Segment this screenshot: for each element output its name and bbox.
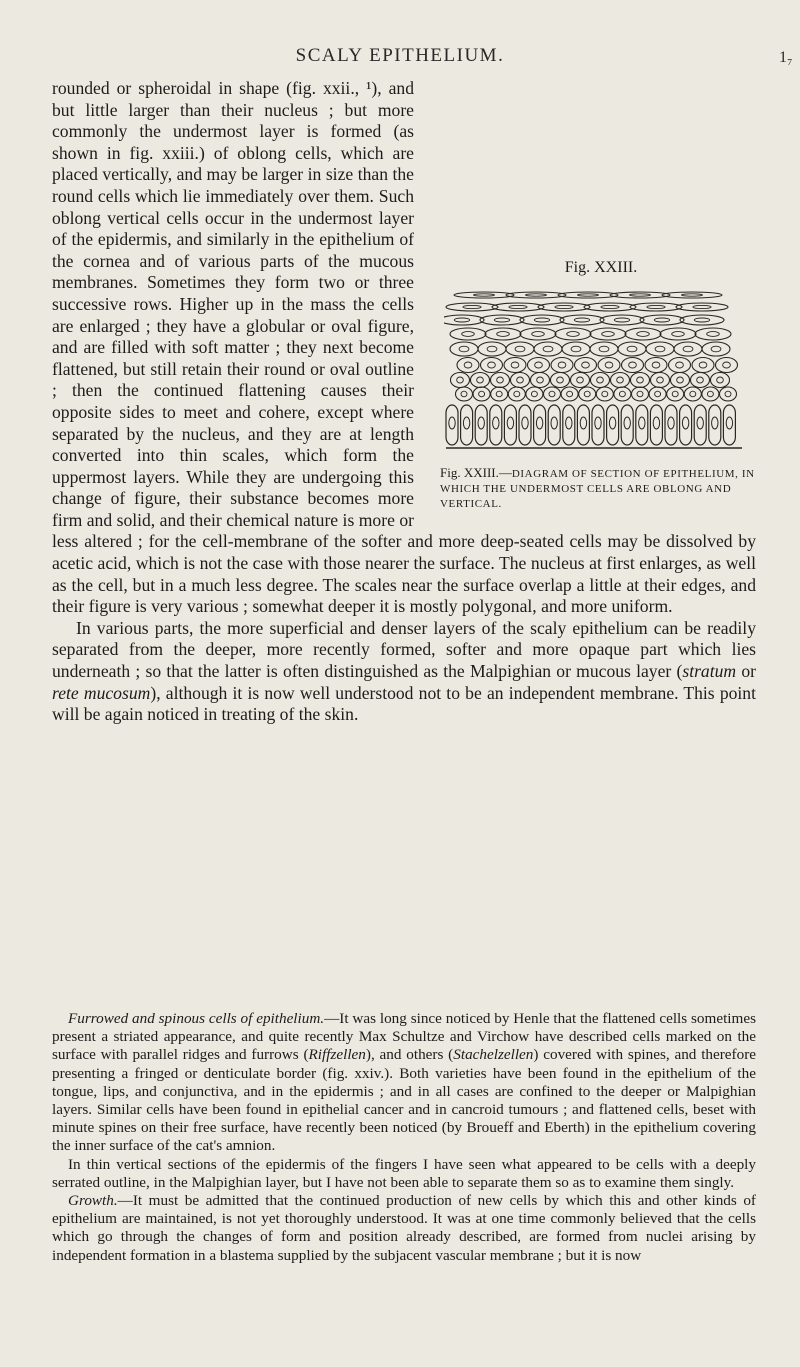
epithelium-diagram bbox=[444, 285, 744, 461]
figure-caption-lead: Fig. XXIII.— bbox=[440, 465, 512, 480]
term-rete-mucosum: rete mucosum bbox=[52, 682, 151, 703]
figure-xxiii bbox=[436, 251, 756, 527]
paragraph-growth: Growth.—It must be admitted that the continued production of new cells by which this and other kinds of epithelium are maintained, is not yet thoroughly understood. It was at one time commonly believed that the cells which go through the changes of form and position already described, are formed from nuclei arising by independent formation in a blastema supplied by the subjacent vascular membrane ; but it is now bbox=[52, 1192, 756, 1264]
heading-furrowed-cells: Furrowed and spinous cells of epithelium. bbox=[68, 1010, 325, 1027]
paragraph-fingers: In thin vertical sections of the epidermis of the fingers I have seen what appeared to be cells with a deeply serrated outline, in the Malpighian layer, but I have not been able to separate them so as to examine them singly. bbox=[52, 1155, 756, 1191]
figure-caption-body: DIAGRAM OF SECTION OF EPITHELIUM, IN WHICH THE UNDERMOST CELLS ARE OBLONG AND VERTICAL. bbox=[440, 468, 755, 510]
term-riffzellen: Riffzellen bbox=[308, 1046, 366, 1064]
paragraph-malpighian-layer: In various parts, the more superficial and denser layers of the scaly epithelium can be readily separated from the deeper, more recently formed, softer and more opaque part which lies underneath ; so that the latter is often distinguished as the Malpighian or mucous layer (stratum or rete mucosum), although it is now well understood not to be an independent membrane. This point will be again noticed in treating of the skin. bbox=[52, 617, 756, 725]
figure-caption bbox=[440, 465, 758, 512]
figure-label: Fig. XXIII. bbox=[564, 259, 638, 276]
term-stachelzellen: Stachelzellen bbox=[453, 1046, 534, 1064]
page-number: 1₇ bbox=[779, 49, 793, 66]
main-text bbox=[52, 78, 756, 726]
heading-growth: Growth. bbox=[68, 1192, 118, 1210]
paragraph-cell-layers: rounded or spheroidal in shape (fig. xxii., ¹), and but little larger than their nucleus ; but more commonly the undermost layer is formed (as shown in fig. xxiii.) of oblong cells, which are placed vertically, and may be larger in size than the round cells which lie immediately over them. Such oblong vertical cells occur in the undermost layer of the epidermis, and similarly in the epithelium of the cornea and of various parts of the mucous membranes. Sometimes they form two or three successive rows. Higher up in the mass the cells are enlarged ; they have a globular or oval figure, and are filled with soft matter ; they next become flattened, but still retain their round or oval outline ; then the continued flattening causes their opposite sides to meet and cohere, except where separated by the nucleus, and they are at length converted into thin scales, which form the uppermost layers. While they are undergoing this change of figure, their substance becomes more firm and solid, and their chemical nature is more or less altered ; for the cell-membrane of the softer and more deep-seated cells may be dissolved by acetic acid, which is not the case with those nearer the surface. The nucleus at first enlarges, as well as the cell, but in a much less degree. The scales near the surface overlap a little at their edges, and their figure is very various ; somewhat deeper it is mostly polygonal, and more uniform. bbox=[52, 78, 756, 617]
small-print-section bbox=[52, 1010, 756, 1265]
paragraph-furrowed-cells: Furrowed and spinous cells of epithelium.—It was long since noticed by Henle that the flattened cells sometimes present a striated appearance, and quite recently Max Schultze and Virchow have described cells marked on the surface with parallel ridges and furrows (Riffzellen), and others (Stachelzellen) covered with spines, and therefore presenting a fringed or denticulate border (fig. xxiv.). Both varieties have been found in the epithelium of the tongue, lips, and conjunctiva, and in the epidermis ; and in all cases are confined to the deeper or Malpighian layers. Similar cells have been found in epithelial cancer and in cancroid tumours ; and flattened cells, beset with minute spines on their free surface, have recently been noticed (by Broueff and Eberth) in the epithelium covering the inner surface of the cat's amnion. bbox=[52, 1010, 756, 1155]
running-head: SCALY EPITHELIUM. bbox=[295, 45, 505, 66]
term-stratum: stratum bbox=[682, 661, 737, 682]
